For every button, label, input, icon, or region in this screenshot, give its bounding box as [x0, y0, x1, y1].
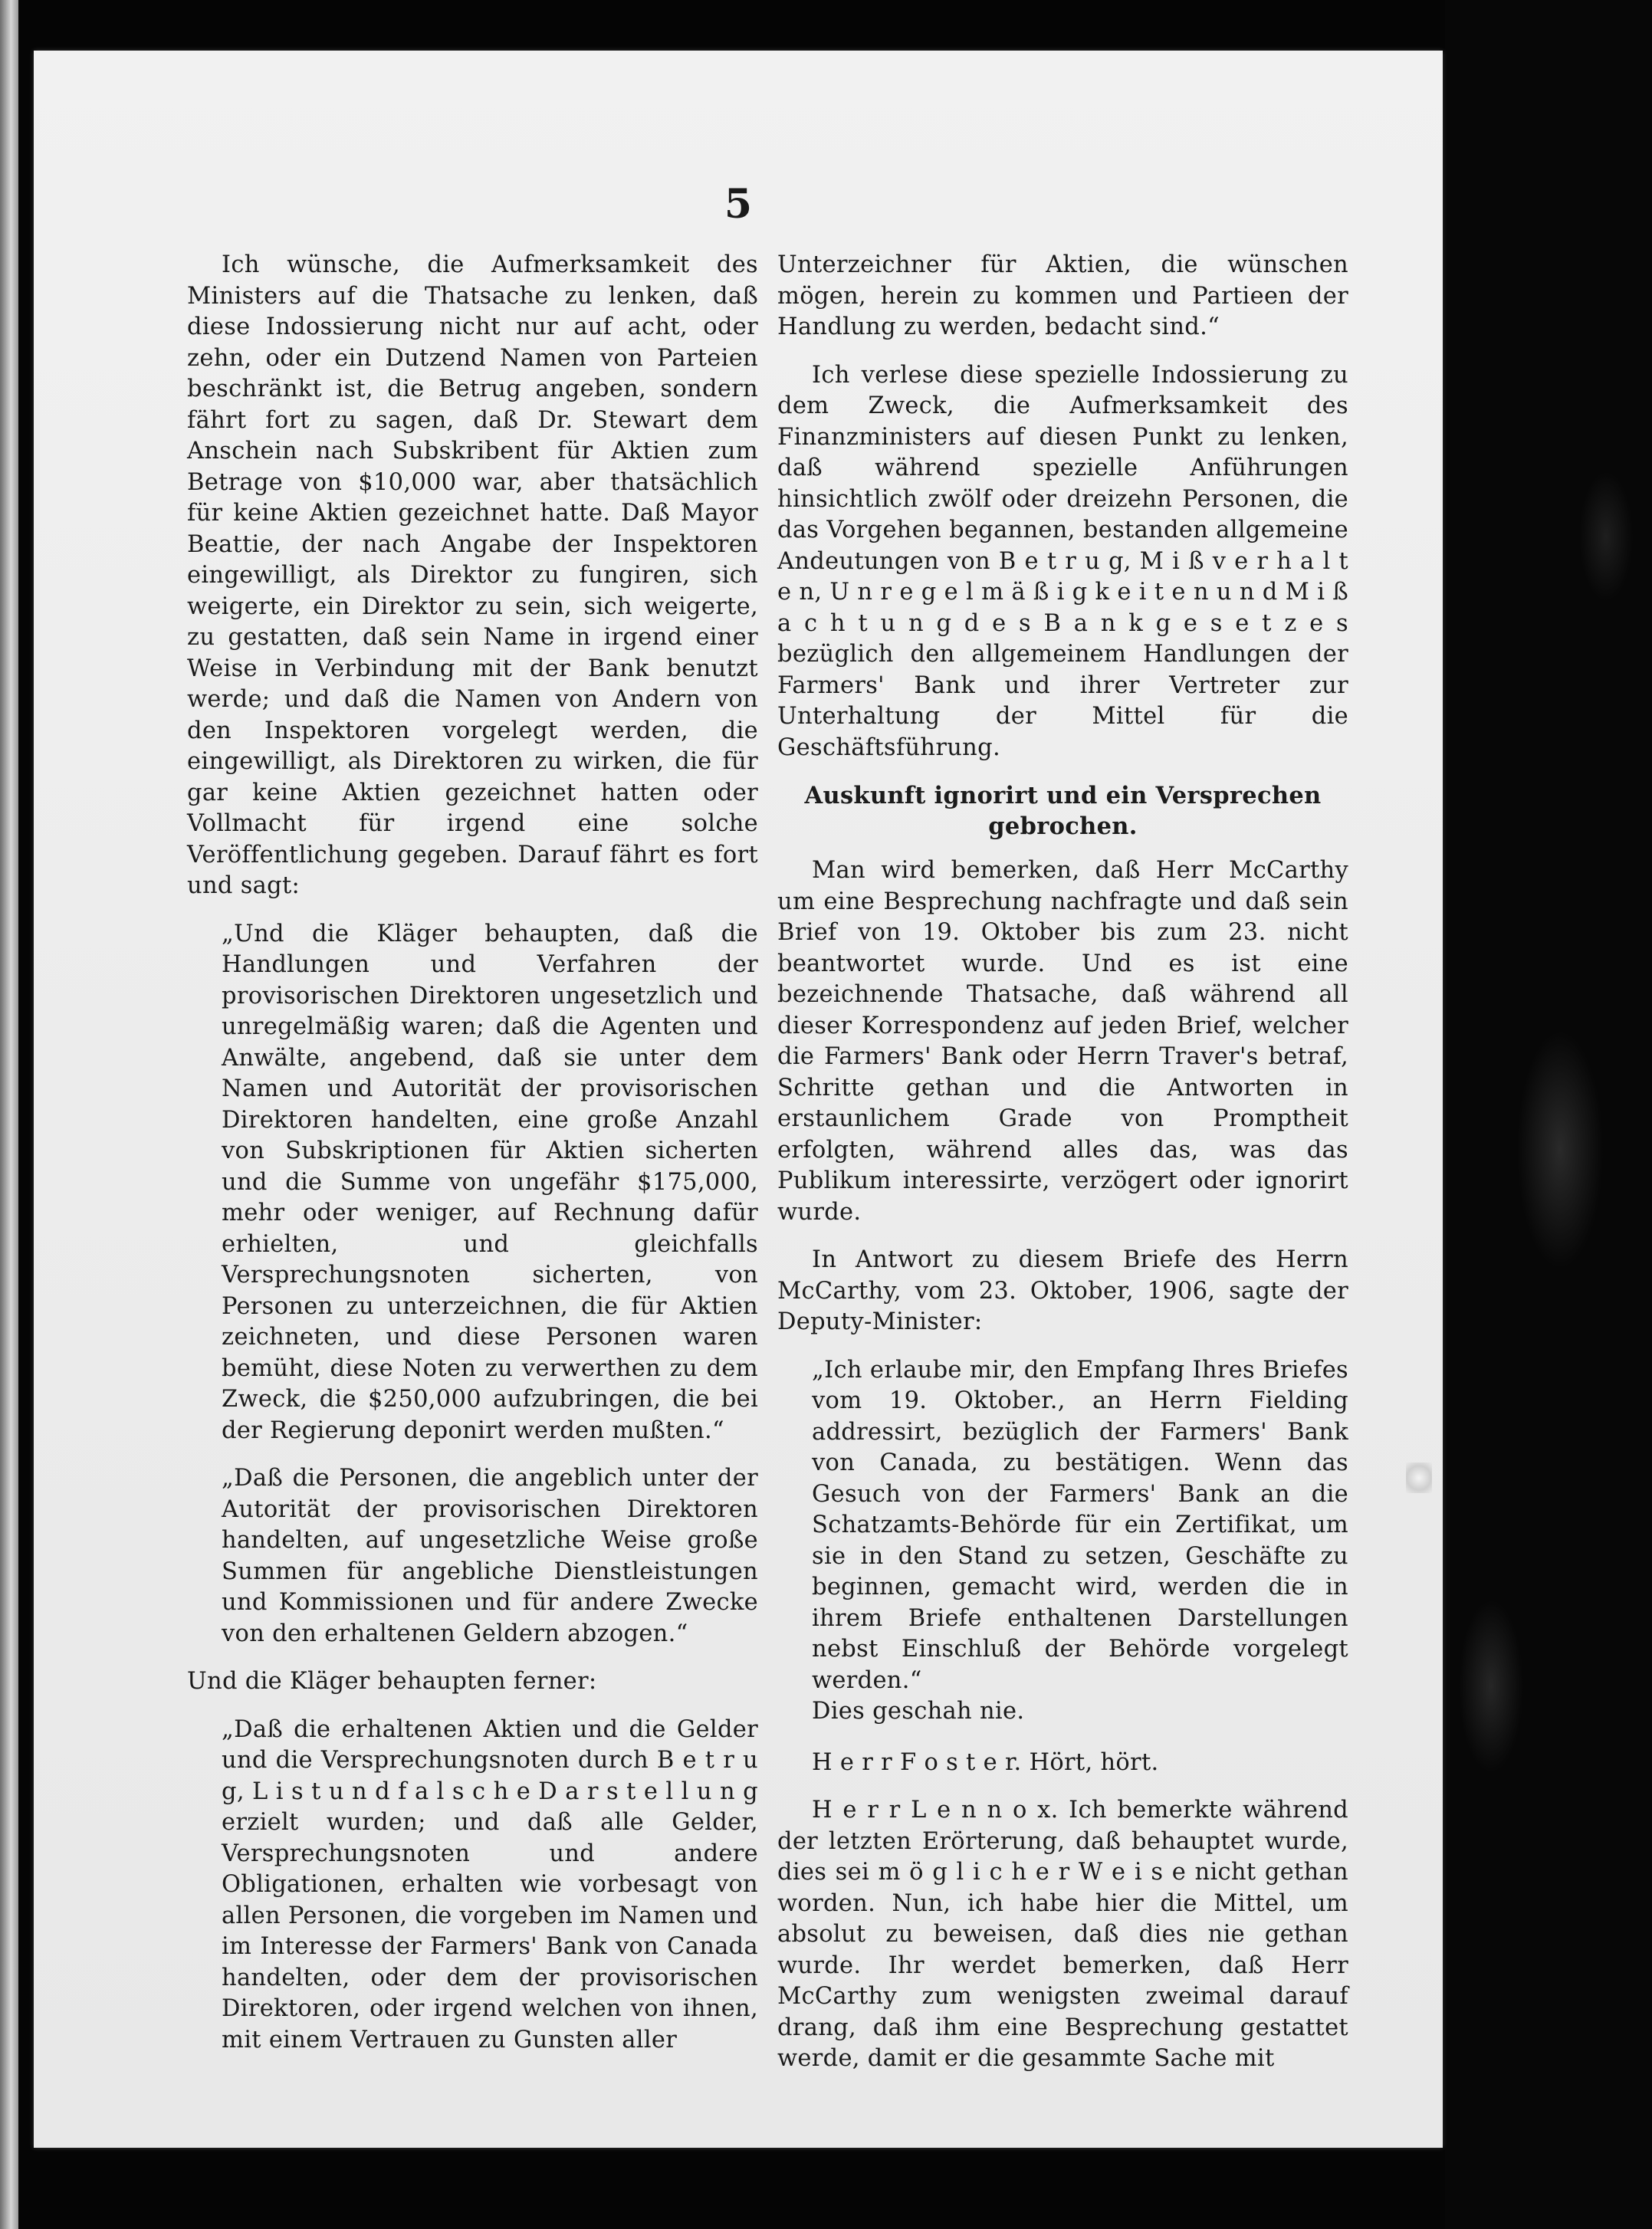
quoted-paragraph: „Daß die Personen, die angeblich unter der Autorität der provisorischen Direktoren handelten, auf ungesetzliche Weise große Summen für angebliche Dienstleistungen und Kommissionen und für andere Zwecke von den erhaltenen Geldern abzogen.“: [222, 1465, 758, 1647]
film-background: [1445, 0, 1652, 2229]
page-number: 5: [724, 181, 753, 228]
quoted-paragraph: „Daß die erhaltenen Aktien und die Gelder und die Versprechungsnoten durch B e t r u g, L i s t u n d f a l s c h e D a r s t e l l u n g erzielt wurden; und daß alle Gelder, Versprechungsnoten und andere Obligationen, erhalten wie vorbesagt von allen Personen, die vorgeben im Namen und im Interesse der Farmers' Bank von Canada handelten, oder dem der provisorischen Direktoren, oder irgend welchen von ihnen, mit einem Vertrauen zu Gunsten aller: [222, 1715, 758, 2053]
paragraph: H e r r L e n n o x. Ich bemerkte während der letzten Erörterung, daß behauptet wurde, dies sei m ö g l i c h e r W e i s e nicht gethan worden. Nun, ich habe hier die Mittel, um absolut zu beweisen, daß dies nie gethan wurde. Ihr werdet bemerken, daß Herr McCarthy zum wenigsten zweimal darauf drang, daß ihm eine Besprechung gestattet werde, damit er die gesammte Sache mit: [777, 1797, 1348, 2072]
quoted-paragraph: „Und die Kläger behaupten, daß die Handlungen und Verfahren der provisorischen Direktoren ungesetzlich und unregelmäßig waren; daß die Agenten und Anwälte, angebend, daß sie unter dem Namen und Autorität der provisorischen Direktoren handelten, eine große Anzahl von Subskriptionen für Aktien sicherten und die Summe von ungefähr $175,000, mehr oder weniger, auf Rechnung dafür erhielten, und gleichfalls Versprechungsnoten sicherten, von Personen zu unterzeichnen, die für Aktien zeichneten, und diese Personen waren bemüht, diese Noten zu verwerthen zu dem Zweck, die $250,000 aufzubringen, die bei der Regierung deponirt werden mußten.“: [222, 920, 758, 1444]
speaker-line: H e r r F o s t e r. Hört, hört.: [812, 1748, 1159, 1776]
film-blemish: [1406, 1462, 1432, 1493]
paragraph: In Antwort zu diesem Briefe des Herrn McCarthy, vom 23. Oktober, 1906, sagte der Deputy-Minister:: [777, 1246, 1348, 1335]
paragraph: Und die Kläger behaupten ferner:: [187, 1668, 597, 1695]
left-column: [187, 250, 758, 2073]
adjacent-page-edge: [0, 0, 18, 2229]
document-page: [34, 51, 1443, 2148]
paragraph-continuation: Unterzeichner für Aktien, die wünschen mögen, herein zu kommen und Partieen der Handlung zu werden, bedacht sind.“: [777, 251, 1348, 340]
paragraph: Man wird bemerken, daß Herr McCarthy um eine Besprechung nachfragte und daß sein Brief von 19. Oktober bis zum 23. nicht beantwortet wurde. Und es ist eine bezeichnende Thatsache, daß während all dieser Korrespondenz auf jeden Brief, welcher die Farmers' Bank oder Herrn Traver's betraf, Schritte gethan und die Antworten in erstaunlichem Grade von Promptheit erfolgten, während alles das, was das Publikum interessirte, verzögert oder ignorirt wurde.: [777, 857, 1348, 1226]
right-column: [777, 250, 1348, 2092]
paragraph: Ich verlese diese spezielle Indossierung zu dem Zweck, die Aufmerksamkeit des Finanzministers auf diesen Punkt zu lenken, daß während spezielle Anführungen hinsichtlich zwölf oder dreizehn Personen, die das Vorgehen begannen, bestanden allgemeine Andeutungen von B e t r u g, M i ß v e r h a l t e n, U n r e g e l m ä ß i g k e i t e n u n d M i ß a c h t u n g d e s B a n k g e s e t z e s bezüglich den allgemeinem Handlungen der Farmers' Bank und ihrer Vertreter zur Unterhaltung der Mittel für die Geschäftsführung.: [777, 361, 1348, 761]
paragraph: Ich wünsche, die Aufmerksamkeit des Ministers auf die Thatsache zu lenken, daß diese Indossierung nicht nur auf acht, oder zehn, oder ein Dutzend Namen von Parteien beschränkt ist, die Betrug angeben, sondern fährt fort zu sagen, daß Dr. Stewart dem Anschein nach Subskribent für Aktien zum Betrage von $10,000 war, aber thatsächlich für keine Aktien gezeichnet hatte. Daß Mayor Beattie, der nach Angabe der Inspektoren eingewilligt, als Direktor zu fungiren, sich weigerte, ein Direktor zu sein, sich weigerte, zu gestatten, daß sein Name in irgend einer Weise in Verbindung mit der Bank benutzt werde; und daß die Namen von Andern von den Inspektoren vorgelegt werden, die eingewilligt, als Direktoren zu wirken, die für gar keine Aktien gezeichnet hatten oder Vollmacht für irgend eine solche Veröffentlichung gegeben. Darauf fährt es fort und sagt:: [187, 251, 758, 899]
section-heading: Auskunft ignorirt und ein Versprechen gebrochen.: [804, 782, 1322, 840]
quoted-paragraph: „Ich erlaube mir, den Empfang Ihres Briefes vom 19. Oktober., an Herrn Fielding addressirt, bezüglich der Farmers' Bank von Canada, zu bestätigen. Wenn das Gesuch von der Farmers' Bank an die Schatzamts-Behörde für ein Zertifikat, um sie in den Stand zu setzen, Geschäfte zu beginnen, gemacht wird, werden die in ihrem Briefe enthaltenen Darstellungen nebst Einschluß der Behörde vorgelegt werden.“: [812, 1356, 1348, 1694]
paragraph: Dies geschah nie.: [812, 1698, 1025, 1725]
